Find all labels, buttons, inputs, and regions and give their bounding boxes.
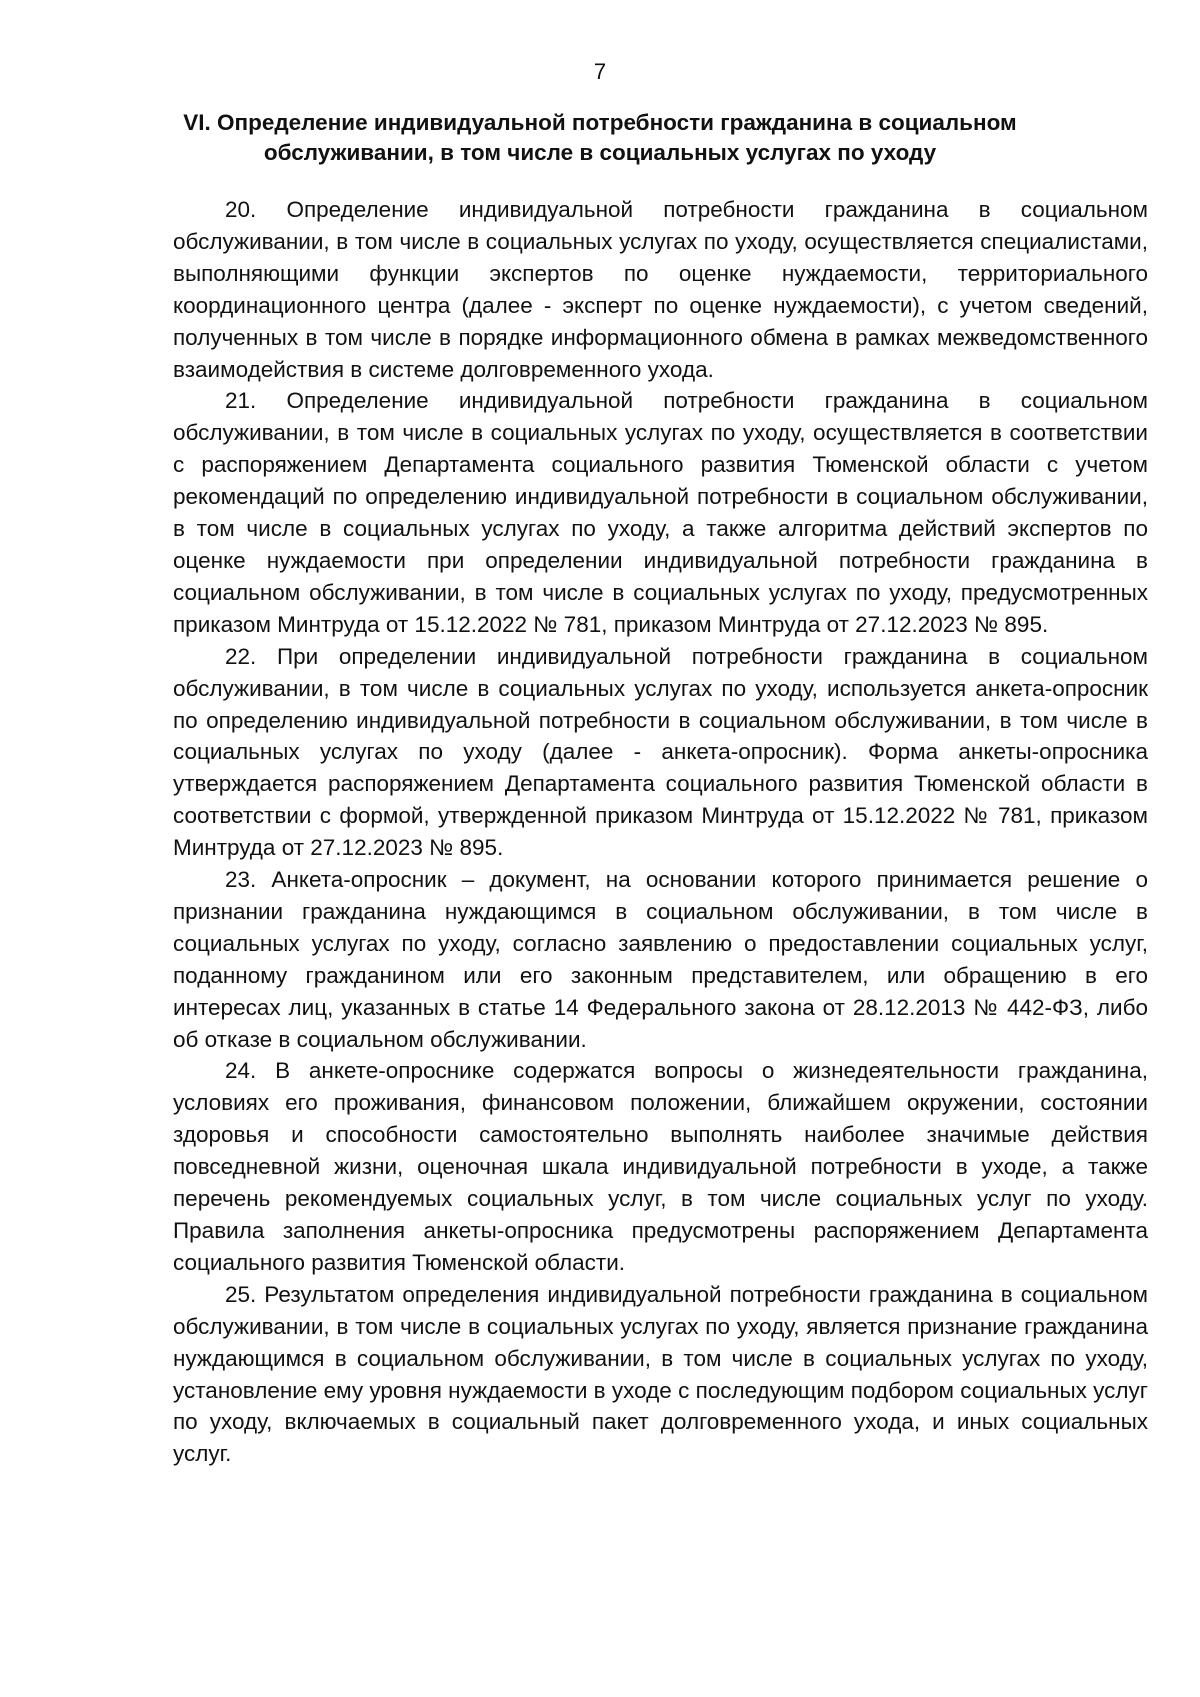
- paragraph-24: 24. В анкете-опроснике содержатся вопросы о жизнедеятельности гражданина, условиях его проживания, финансовом положении, ближайшем окружении, состоянии здоровья и способности самостоятельно выполнять наиболее значимые действия повседневной жизни, оценочная шкала индивидуальной потребности в уходе, а также перечень рекомендуемых социальных услуг, в том числе социальных услуг по уходу. Правила заполнения анкеты-опросника предусмотрены распоряжением Департамента социального развития Тюменской области.: [173, 1058, 1148, 1275]
- paragraph-25: 25. Результатом определения индивидуальной потребности гражданина в социальном обслуживании, в том числе в социальных услугах по уходу, является признание гражданина нуждающимся в социальном обслуживании, в том числе в социальных услугах по уходу, установление ему уровня нуждаемости в уходе с последующим подбором социальных услуг по уходу, включаемых в социальный пакет долговременного ухода, и иных социальных услуг.: [173, 1281, 1148, 1467]
- document-body: [173, 194, 1148, 1470]
- page-number: 7: [593, 59, 607, 84]
- paragraph-21: 21. Определение индивидуальной потребности гражданина в социальном обслуживании, в том числе в социальных услугах по уходу, осуществляется в соответствии с распоряжением Департамента социального развития Тюменской области с учетом рекомендаций по определению индивидуальной потребности в социальном обслуживании, в том числе в социальных услугах по уходу, а также алгоритма действий экспертов по оценке нуждаемости при определении индивидуальной потребности гражданина в социальном обслуживании, в том числе в социальных услугах по уходу, предусмотренных приказом Минтруда от 15.12.2022 № 781, приказом Минтруда от 27.12.2023 № 895.: [173, 388, 1148, 637]
- paragraph-23: 23. Анкета-опросник – документ, на основании которого принимается решение о признании гражданина нуждающимся в социальном обслуживании, в том числе в социальных услугах по уходу, согласно заявлению о предоставлении социальных услуг, поданному гражданином или его законным представителем, или обращению в его интересах лиц, указанных в статье 14 Федерального закона от 28.12.2013 № 442-ФЗ, либо об отказе в социальном обслуживании.: [173, 867, 1148, 1052]
- paragraph-20: 20. Определение индивидуальной потребности гражданина в социальном обслуживании, в том числе в социальных услугах по уходу, осуществляется специалистами, выполняющими функции экспертов по оценке нуждаемости, территориального координационного центра (далее - эксперт по оценке нуждаемости), с учетом сведений, полученных в том числе в порядке информационного обмена в рамках межведомственного взаимодействия в системе долговременного ухода.: [173, 197, 1148, 382]
- section-title: VI. Определение индивидуальной потребности гражданина в социальном обслуживании, в том числе в социальных услугах по уходу: [183, 110, 1017, 165]
- paragraph-22: 22. При определении индивидуальной потребности гражданина в социальном обслуживании, в том числе в социальных услугах по уходу, используется анкета-опросник по определению индивидуальной потребности в социальном обслуживании, в том числе в социальных услугах по уходу (далее - анкета-опросник). Форма анкеты-опросника утверждается распоряжением Департамента социального развития Тюменской области в соответствии с формой, утвержденной приказом Минтруда от 15.12.2022 № 781, приказом Минтруда от 27.12.2023 № 895.: [173, 643, 1148, 861]
